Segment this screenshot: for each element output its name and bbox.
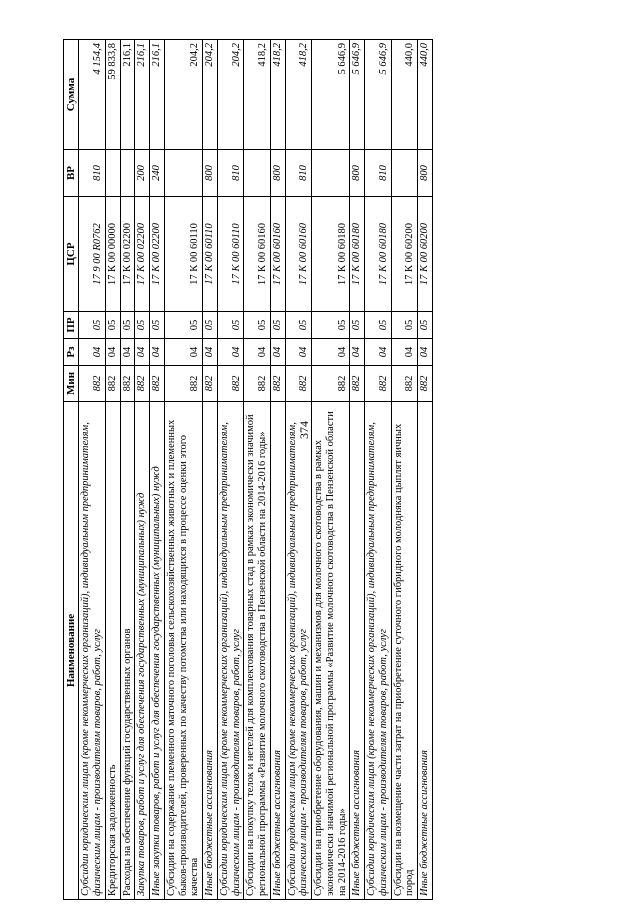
cell-vr: 800 [203,150,218,197]
cell-sum: 204,2 [203,40,218,150]
cell-min: 882 [312,366,350,402]
cell-name: Иные бюджетные ассигнования [203,402,218,900]
cell-name: Субсидии юридическим лицам (кроме некоммерческих организаций), индивидуальным предпринимателям, физическим лицам - производителям товаров, работ, услуг [79,402,106,900]
cell-vr [391,150,418,197]
cell-csr: 17 К 00 60180 [365,197,392,312]
cell-min: 882 [350,366,365,402]
header-csr: ЦСР [64,197,79,312]
cell-name: Иные бюджетные ассигнования [350,402,365,900]
table-row [203,40,218,900]
budget-table-sheet [63,40,623,900]
cell-name: Кредиторская задолженность [105,402,120,900]
cell-name: Субсидии на покупку телок и нетелей для комплектования товарных стад в рамках экономически значимой региональной программы «Развитие молочного скотоводства в Пензенской области на 2014-2016 годы» [244,402,271,900]
cell-rz: 04 [270,339,285,366]
cell-sum: 216,1 [150,40,165,150]
cell-name: Субсидии на приобретение оборудования, машин и механизмов для молочного скотоводства в рамках экономически значимой региональной программы «Развитие молочного скотоводства в Пензенской области на 2014-2016 годы» [312,402,350,900]
cell-vr: 800 [350,150,365,197]
cell-csr: 17 К 00 00000 [105,197,120,312]
cell-pr: 05 [217,312,244,339]
cell-min: 882 [203,366,218,402]
cell-min: 882 [285,366,312,402]
cell-rz: 04 [217,339,244,366]
cell-pr: 05 [391,312,418,339]
cell-csr: 17 К 00 60110 [217,197,244,312]
cell-name: Иные бюджетные ассигнования [418,402,433,900]
header-pr: ПР [64,312,79,339]
table-body [79,40,433,900]
cell-vr [105,150,120,197]
cell-rz: 04 [203,339,218,366]
cell-pr: 05 [365,312,392,339]
table-row [79,40,106,900]
cell-sum: 440,0 [391,40,418,150]
cell-pr: 05 [244,312,271,339]
cell-name: Субсидии юридическим лицам (кроме некоммерческих организаций), индивидуальным предпринимателям, физическим лицам - производителям товаров, работ, услуг [217,402,244,900]
cell-sum: 4 154,4 [79,40,106,150]
cell-pr: 05 [312,312,350,339]
cell-csr: 17 К 00 60160 [285,197,312,312]
cell-min: 882 [105,366,120,402]
cell-name: Субсидии на содержание племенного маточного поголовья сельскохозяйственных животных и племенных быков-производителей, проверенных по качеству потомства или находящихся в процессе оценки этого качества [164,402,202,900]
cell-vr: 810 [79,150,106,197]
cell-sum: 204,2 [164,40,202,150]
cell-pr: 05 [120,312,135,339]
table-row [217,40,244,900]
cell-vr: 810 [365,150,392,197]
cell-pr: 05 [135,312,150,339]
cell-min: 882 [270,366,285,402]
cell-csr: 17 К 00 60180 [350,197,365,312]
cell-rz: 04 [150,339,165,366]
cell-vr [164,150,202,197]
cell-vr [120,150,135,197]
cell-rz: 04 [120,339,135,366]
cell-csr: 17 К 00 60180 [312,197,350,312]
cell-csr: 17 К 00 02200 [150,197,165,312]
table-row [120,40,135,900]
cell-sum: 5 646,9 [350,40,365,150]
cell-pr: 05 [164,312,202,339]
cell-name: Иные бюджетные ассигнования [270,402,285,900]
cell-min: 882 [135,366,150,402]
cell-pr: 05 [150,312,165,339]
cell-sum: 418,2 [285,40,312,150]
cell-name: Субсидии юридическим лицам (кроме некоммерческих организаций), индивидуальным предпринимателям, физическим лицам - производителям товаров, работ, услуг [365,402,392,900]
cell-pr: 05 [79,312,106,339]
header-vr: ВР [64,150,79,197]
budget-table [63,39,433,900]
header-name: Наименование [64,402,79,900]
cell-sum: 216,1 [135,40,150,150]
cell-rz: 04 [391,339,418,366]
cell-sum: 5 646,9 [312,40,350,150]
cell-vr: 810 [217,150,244,197]
cell-pr: 05 [285,312,312,339]
cell-csr: 17 К 00 60200 [418,197,433,312]
cell-csr: 17 К 00 60160 [270,197,285,312]
cell-name: Иные закупки товаров, работ и услуг для обеспечения государственных (муниципальных) нужд [150,402,165,900]
cell-sum: 440,0 [418,40,433,150]
table-row [365,40,392,900]
cell-rz: 04 [105,339,120,366]
cell-vr: 240 [150,150,165,197]
table-row [244,40,271,900]
cell-csr: 17 К 00 02200 [135,197,150,312]
cell-name: Субсидии юридическим лицам (кроме некоммерческих организаций), индивидуальным предпринимателям, физическим лицам - производителям товаров, работ, услуг [285,402,312,900]
cell-sum: 204,2 [217,40,244,150]
cell-sum: 59 833,8 [105,40,120,150]
cell-min: 882 [120,366,135,402]
cell-csr: 17 9 00 R0762 [79,197,106,312]
cell-min: 882 [150,366,165,402]
cell-name: Расходы на обеспечение функций государственных органов [120,402,135,900]
cell-min: 882 [365,366,392,402]
page-number: 374 [297,421,311,439]
cell-vr [312,150,350,197]
cell-rz: 04 [418,339,433,366]
table-row [391,40,418,900]
table-row [418,40,433,900]
header-min: Мин [64,366,79,402]
table-row [105,40,120,900]
header-sum: Сумма [64,40,79,150]
cell-csr: 17 К 00 60160 [244,197,271,312]
table-row [150,40,165,900]
cell-csr: 17 К 00 60110 [203,197,218,312]
cell-pr: 05 [203,312,218,339]
table-row [135,40,150,900]
cell-csr: 17 К 00 02200 [120,197,135,312]
cell-min: 882 [391,366,418,402]
cell-sum: 216,1 [120,40,135,150]
header-rz: Рз [64,339,79,366]
cell-vr: 810 [285,150,312,197]
cell-pr: 05 [270,312,285,339]
table-row [285,40,312,900]
cell-rz: 04 [79,339,106,366]
cell-min: 882 [244,366,271,402]
cell-min: 882 [79,366,106,402]
cell-sum: 418,2 [270,40,285,150]
cell-vr: 800 [418,150,433,197]
cell-pr: 05 [418,312,433,339]
cell-vr [244,150,271,197]
cell-rz: 04 [312,339,350,366]
cell-name: Субсидии на возмещение части затрат на приобретение суточного гибридного молодняка цыплят яичных пород [391,402,418,900]
cell-rz: 04 [350,339,365,366]
cell-csr: 17 К 00 60110 [164,197,202,312]
cell-pr: 05 [105,312,120,339]
cell-min: 882 [418,366,433,402]
table-header-row [64,40,79,900]
cell-rz: 04 [135,339,150,366]
cell-sum: 5 646,9 [365,40,392,150]
cell-vr: 800 [270,150,285,197]
cell-vr: 200 [135,150,150,197]
cell-csr: 17 К 00 60200 [391,197,418,312]
table-row [270,40,285,900]
cell-rz: 04 [365,339,392,366]
table-row [312,40,350,900]
cell-pr: 05 [350,312,365,339]
table-row [164,40,202,900]
cell-sum: 418,2 [244,40,271,150]
cell-rz: 04 [164,339,202,366]
cell-rz: 04 [244,339,271,366]
cell-min: 882 [164,366,202,402]
cell-rz: 04 [285,339,312,366]
cell-name: Закупка товаров, работ и услуг для обеспечения государственных (муниципальных) нужд [135,402,150,900]
table-row [350,40,365,900]
cell-min: 882 [217,366,244,402]
